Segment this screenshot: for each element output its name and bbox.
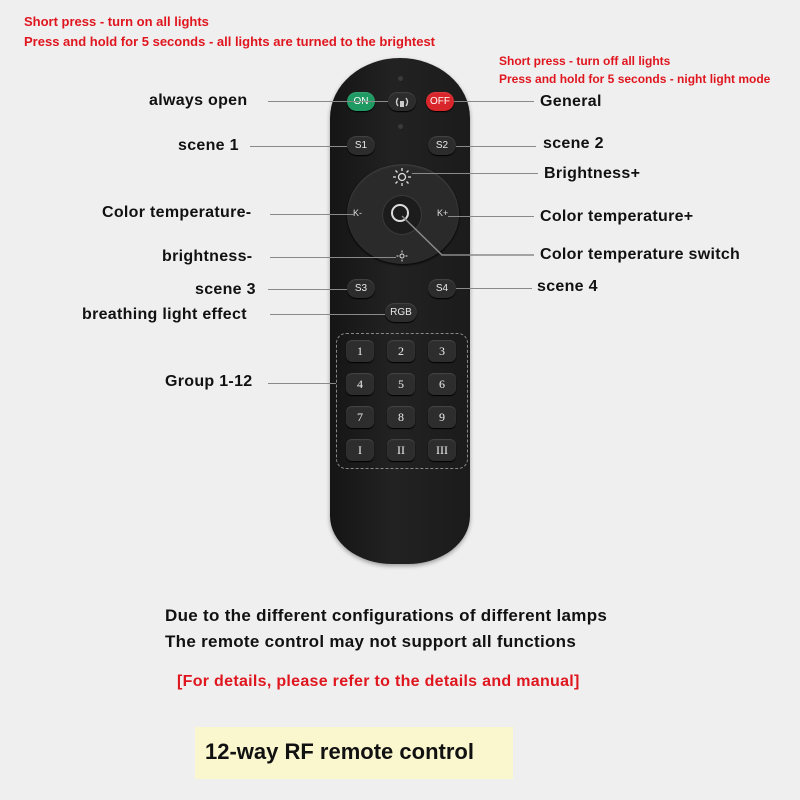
- leader-scene2: [456, 146, 536, 147]
- group-key-2[interactable]: 2: [387, 340, 415, 362]
- on-button[interactable]: ON: [347, 92, 375, 111]
- s1-button[interactable]: S1: [347, 136, 375, 155]
- group-key-1[interactable]: 1: [346, 340, 374, 362]
- leader-brightness-minus: [270, 257, 396, 258]
- off-hold-note: Press and hold for 5 seconds - night light mode: [499, 72, 771, 86]
- group-key-9[interactable]: 9: [428, 406, 456, 428]
- group-key-7[interactable]: 7: [346, 406, 374, 428]
- group-key-5[interactable]: 5: [387, 373, 415, 395]
- group-key-6[interactable]: 6: [428, 373, 456, 395]
- label-always-open: always open: [149, 92, 248, 109]
- label-brightness-plus: Brightness+: [544, 165, 641, 182]
- leader-scene4: [456, 288, 532, 289]
- leader-brightness-plus: [412, 173, 538, 174]
- s3-button[interactable]: S3: [347, 279, 375, 298]
- label-general: General: [540, 93, 602, 110]
- label-scene4: scene 4: [537, 278, 598, 295]
- k-plus-button[interactable]: K+: [437, 208, 449, 218]
- group-key-4[interactable]: 4: [346, 373, 374, 395]
- rgb-button[interactable]: RGB: [385, 303, 417, 322]
- leader-breathing: [270, 314, 385, 315]
- label-brightness-minus: brightness-: [162, 248, 253, 265]
- group-key-11[interactable]: II: [387, 439, 415, 461]
- signal-button[interactable]: [388, 92, 416, 111]
- signal-icon: [394, 96, 410, 108]
- label-ct-plus: Color temperature+: [540, 208, 694, 225]
- label-group: Group 1-12: [165, 373, 253, 390]
- details-note: [For details, please refer to the details and manual]: [177, 673, 580, 690]
- label-ct-minus: Color temperature-: [102, 204, 252, 221]
- leader-general: [454, 101, 534, 102]
- leader-scene1: [250, 146, 347, 147]
- group-key-3[interactable]: 3: [428, 340, 456, 362]
- k-minus-button[interactable]: K-: [353, 208, 362, 218]
- leader-ct-switch: [400, 214, 540, 258]
- label-scene1: scene 1: [178, 137, 239, 154]
- led-indicator-2: [398, 124, 403, 129]
- s4-button[interactable]: S4: [428, 279, 456, 298]
- on-short-note: Short press - turn on all lights: [24, 14, 209, 29]
- led-indicator: [398, 76, 403, 81]
- group-key-12[interactable]: III: [428, 439, 456, 461]
- off-short-note: Short press - turn off all lights: [499, 54, 671, 68]
- group-key-10[interactable]: I: [346, 439, 374, 461]
- label-scene2: scene 2: [543, 135, 604, 152]
- product-title: 12-way RF remote control: [205, 739, 474, 764]
- on-hold-note: Press and hold for 5 seconds - all lights are turned to the brightest: [24, 34, 436, 49]
- label-ct-switch: Color temperature switch: [540, 246, 741, 263]
- leader-group: [268, 383, 336, 384]
- leader-ct-minus: [270, 214, 355, 215]
- label-breathing: breathing light effect: [82, 306, 247, 323]
- brightness-up-icon[interactable]: [392, 167, 412, 187]
- group-key-8[interactable]: 8: [387, 406, 415, 428]
- leader-always-open: [268, 101, 388, 102]
- leader-scene3: [268, 289, 347, 290]
- title-box: [195, 727, 513, 779]
- disclaimer-line-2: The remote control may not support all functions: [165, 632, 577, 651]
- off-button[interactable]: OFF: [426, 92, 454, 111]
- s2-button[interactable]: S2: [428, 136, 456, 155]
- disclaimer-line-1: Due to the different configurations of different lamps: [165, 606, 608, 625]
- label-scene3: scene 3: [195, 281, 256, 298]
